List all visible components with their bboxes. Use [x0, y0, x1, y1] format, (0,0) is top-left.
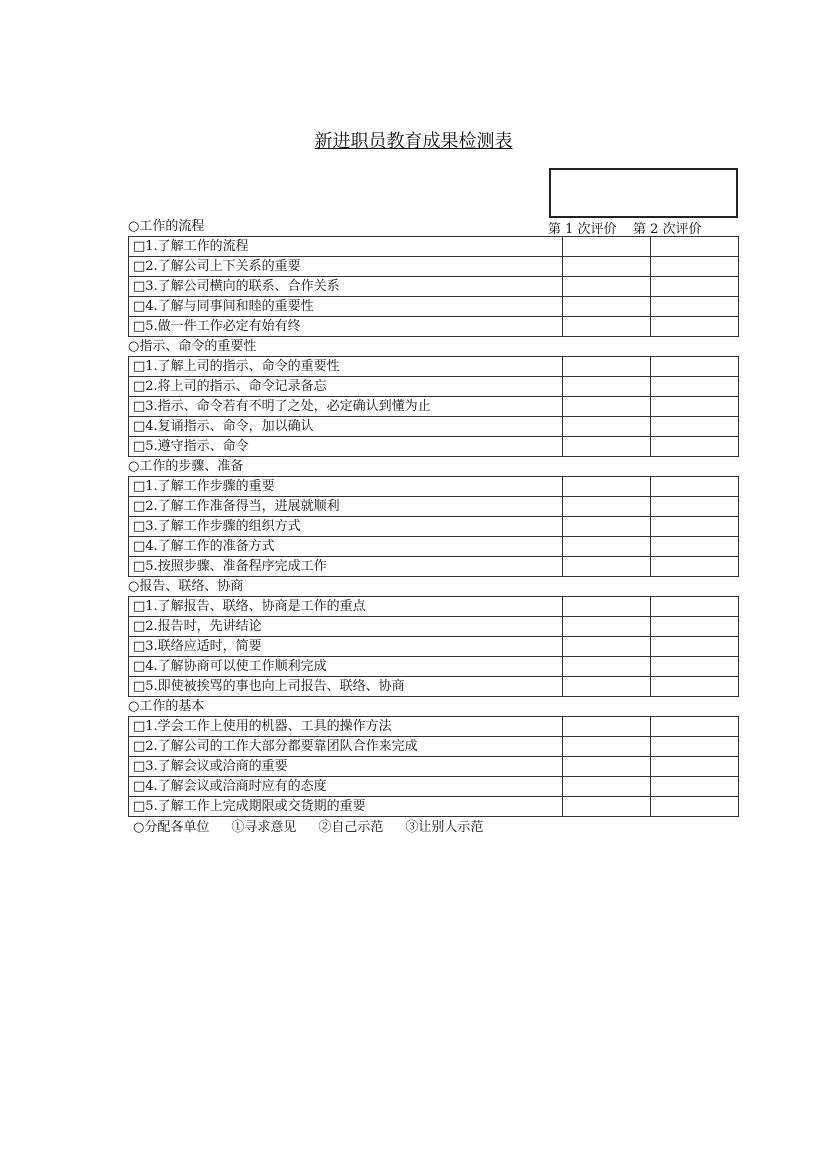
checklist — [128, 217, 738, 839]
assignment-option[interactable]: ③让别人示范 — [405, 820, 484, 835]
checklist-item-label: □5.了解工作上完成期限或交货期的重要 — [129, 797, 563, 817]
first-evaluation-cell[interactable] — [563, 277, 651, 297]
second-evaluation-cell[interactable] — [651, 257, 739, 277]
eval-header-1: 第 1 次评价 — [548, 222, 617, 237]
eval-header-2: 第 2 次评价 — [633, 222, 702, 237]
second-evaluation-cell[interactable] — [651, 437, 739, 457]
second-evaluation-cell[interactable] — [651, 237, 739, 257]
section-table — [128, 716, 739, 817]
first-evaluation-cell[interactable] — [563, 497, 651, 517]
page-title: 新进职员教育成果检测表 — [314, 131, 513, 152]
first-evaluation-cell[interactable] — [563, 797, 651, 817]
table-row — [129, 657, 739, 677]
checklist-item-label: □2.报告时，先讲结论 — [129, 617, 563, 637]
table-row — [129, 777, 739, 797]
second-evaluation-cell[interactable] — [651, 557, 739, 577]
table-row — [129, 537, 739, 557]
checklist-item-label: □3.指示、命令若有不明了之处，必定确认到懂为止 — [129, 397, 563, 417]
checklist-item-label: □5.按照步骤、准备程序完成工作 — [129, 557, 563, 577]
first-evaluation-cell[interactable] — [563, 437, 651, 457]
first-evaluation-cell[interactable] — [563, 657, 651, 677]
first-evaluation-cell[interactable] — [563, 257, 651, 277]
table-row — [129, 277, 739, 297]
second-evaluation-cell[interactable] — [651, 637, 739, 657]
table-row — [129, 757, 739, 777]
checklist-item-label: □5.遵守指示、命令 — [129, 437, 563, 457]
second-evaluation-cell[interactable] — [651, 757, 739, 777]
second-evaluation-cell[interactable] — [651, 737, 739, 757]
second-evaluation-cell[interactable] — [651, 357, 739, 377]
table-row — [129, 237, 739, 257]
first-evaluation-cell[interactable] — [563, 617, 651, 637]
second-evaluation-cell[interactable] — [651, 617, 739, 637]
first-evaluation-cell[interactable] — [563, 737, 651, 757]
first-evaluation-cell[interactable] — [563, 717, 651, 737]
section-heading: ○工作的步骤、准备 — [128, 459, 244, 474]
table-row — [129, 357, 739, 377]
first-evaluation-cell[interactable] — [563, 597, 651, 617]
second-evaluation-cell[interactable] — [651, 537, 739, 557]
checklist-item-label: □5.即使被挨骂的事也向上司报告、联络、协商 — [129, 677, 563, 697]
table-row — [129, 677, 739, 697]
table-row — [129, 397, 739, 417]
checklist-item-label: □4.了解与同事间和睦的重要性 — [129, 297, 563, 317]
table-row — [129, 717, 739, 737]
checklist-item-label: □5.做一件工作必定有始有终 — [129, 317, 563, 337]
table-row — [129, 737, 739, 757]
checklist-item-label: □4.了解工作的准备方式 — [129, 537, 563, 557]
second-evaluation-cell[interactable] — [651, 717, 739, 737]
table-row — [129, 557, 739, 577]
table-row — [129, 797, 739, 817]
first-evaluation-cell[interactable] — [563, 237, 651, 257]
first-evaluation-cell[interactable] — [563, 317, 651, 337]
table-row — [129, 477, 739, 497]
checklist-item-label: □1.学会工作上使用的机器、工具的操作方法 — [129, 717, 563, 737]
checklist-item-label: □3.联络应适时，简要 — [129, 637, 563, 657]
second-evaluation-cell[interactable] — [651, 277, 739, 297]
checklist-item-label: □4.了解协商可以使工作顺利完成 — [129, 657, 563, 677]
assignment-option[interactable]: ②自己示范 — [318, 820, 384, 835]
second-evaluation-cell[interactable] — [651, 477, 739, 497]
section-heading: ○报告、联络、协商 — [128, 579, 244, 594]
section-heading: ○工作的流程 — [128, 219, 205, 234]
second-evaluation-cell[interactable] — [651, 517, 739, 537]
checklist-item-label: □2.将上司的指示、命令记录备忘 — [129, 377, 563, 397]
section-table — [128, 356, 739, 457]
section-table — [128, 476, 739, 577]
section-table — [128, 596, 739, 697]
table-row — [129, 317, 739, 337]
first-evaluation-cell[interactable] — [563, 417, 651, 437]
table-row — [129, 597, 739, 617]
first-evaluation-cell[interactable] — [563, 637, 651, 657]
first-evaluation-cell[interactable] — [563, 777, 651, 797]
checklist-item-label: □1.了解工作步骤的重要 — [129, 477, 563, 497]
assignment-option[interactable]: ①寻求意见 — [231, 820, 297, 835]
checklist-item-label: □4.了解会议或洽商时应有的态度 — [129, 777, 563, 797]
section-heading: ○指示、命令的重要性 — [128, 339, 257, 354]
assignment-row — [128, 817, 738, 839]
checklist-item-label: □3.了解会议或洽商的重要 — [129, 757, 563, 777]
second-evaluation-cell[interactable] — [651, 597, 739, 617]
table-row — [129, 637, 739, 657]
first-evaluation-cell[interactable] — [563, 537, 651, 557]
checklist-item-label: □3.了解公司横向的联系、合作关系 — [129, 277, 563, 297]
second-evaluation-cell[interactable] — [651, 677, 739, 697]
checklist-item-label: □1.了解工作的流程 — [129, 237, 563, 257]
checklist-item-label: □1.了解报告、联络、协商是工作的重点 — [129, 597, 563, 617]
table-row — [129, 297, 739, 317]
second-evaluation-cell[interactable] — [651, 317, 739, 337]
section-heading: ○工作的基本 — [128, 699, 205, 714]
first-evaluation-cell[interactable] — [563, 757, 651, 777]
table-row — [129, 617, 739, 637]
second-evaluation-cell[interactable] — [651, 417, 739, 437]
second-evaluation-cell[interactable] — [651, 797, 739, 817]
table-row — [129, 377, 739, 397]
checklist-item-label: □2.了解公司的工作大部分都要靠团队合作来完成 — [129, 737, 563, 757]
first-evaluation-cell[interactable] — [563, 297, 651, 317]
assignment-label: ○分配各单位 — [133, 820, 210, 835]
first-evaluation-cell[interactable] — [563, 357, 651, 377]
table-row — [129, 417, 739, 437]
checklist-item-label: □2.了解公司上下关系的重要 — [129, 257, 563, 277]
second-evaluation-cell[interactable] — [651, 377, 739, 397]
stamp-box — [549, 168, 738, 218]
section-table — [128, 236, 739, 337]
checklist-item-label: □4.复诵指示、命令，加以确认 — [129, 417, 563, 437]
checklist-item-label: □2.了解工作准备得当，进展就顺利 — [129, 497, 563, 517]
first-evaluation-cell[interactable] — [563, 377, 651, 397]
second-evaluation-cell[interactable] — [651, 397, 739, 417]
second-evaluation-cell[interactable] — [651, 777, 739, 797]
first-evaluation-cell[interactable] — [563, 397, 651, 417]
first-evaluation-cell[interactable] — [563, 677, 651, 697]
second-evaluation-cell[interactable] — [651, 657, 739, 677]
checklist-item-label: □3.了解工作步骤的组织方式 — [129, 517, 563, 537]
checklist-item-label: □1.了解上司的指示、命令的重要性 — [129, 357, 563, 377]
first-evaluation-cell[interactable] — [563, 557, 651, 577]
second-evaluation-cell[interactable] — [651, 297, 739, 317]
second-evaluation-cell[interactable] — [651, 497, 739, 517]
table-row — [129, 437, 739, 457]
table-row — [129, 517, 739, 537]
first-evaluation-cell[interactable] — [563, 477, 651, 497]
table-row — [129, 497, 739, 517]
table-row — [129, 257, 739, 277]
first-evaluation-cell[interactable] — [563, 517, 651, 537]
